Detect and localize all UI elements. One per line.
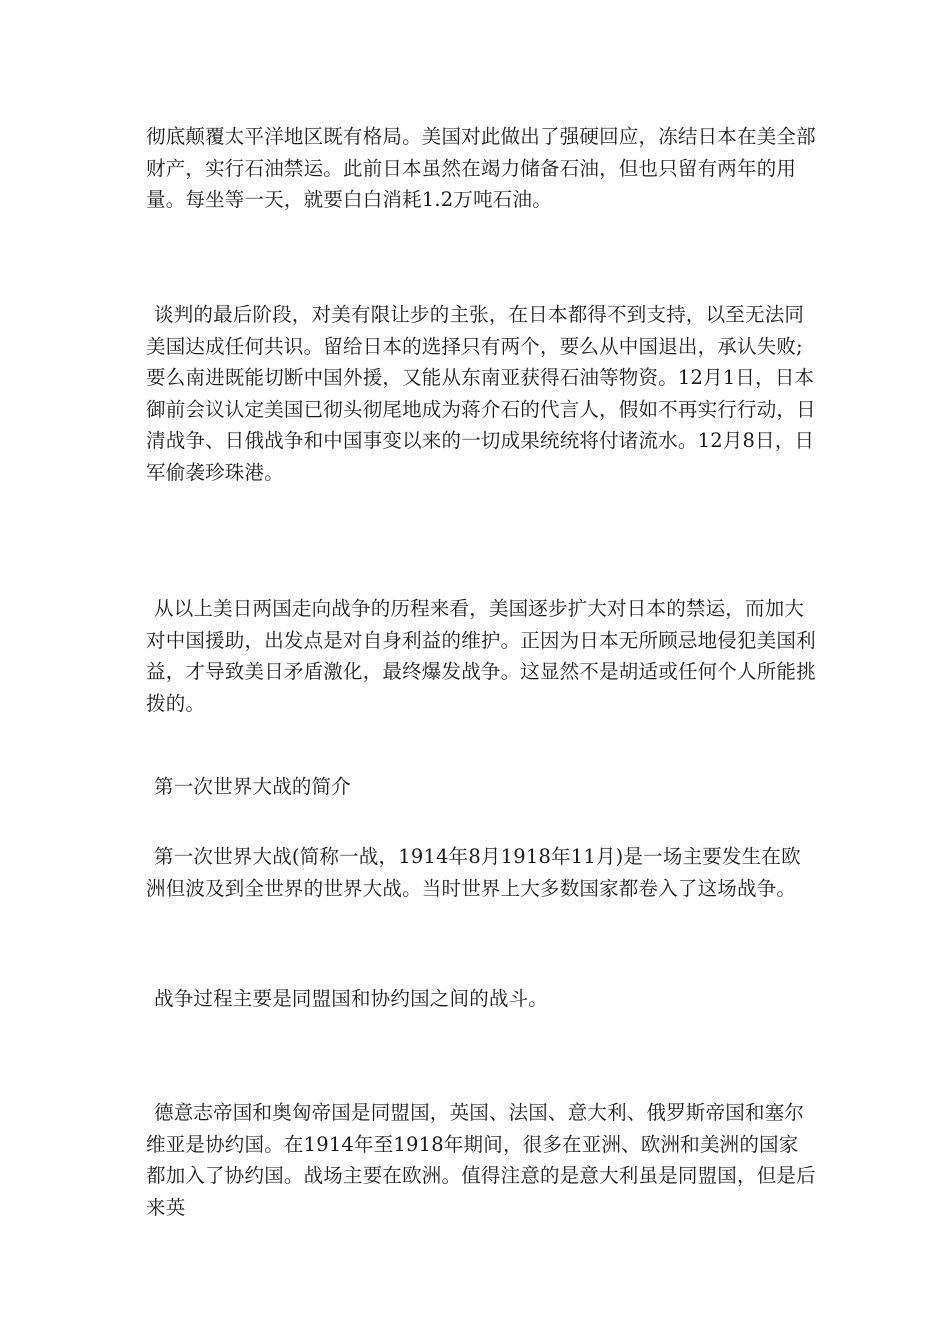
paragraph-negotiation: 谈判的最后阶段，对美有限让步的主张，在日本都得不到支持，以至无法同美国达成任何共识。留给日本的选择只有两个，要么从中国退出，承认失败;要么南进既能切断中国外援，又能从东南亚获得石油等物资。12月1日，日本御前会议认定美国已彻头彻尾地成为蒋介石的代言人，假如不再实行行动，日清战争、日俄战争和中国事变以来的一切成果统统将付诸流水。12月8日，日军偷袭珍珠港。 bbox=[146, 303, 816, 484]
paragraph-wwi-sides: 战争过程主要是同盟国和协约国之间的战斗。 bbox=[154, 987, 549, 1010]
paragraph-wwi-alliances: 德意志帝国和奥匈帝国是同盟国，英国、法国、意大利、俄罗斯帝国和塞尔维亚是协约国。在1914年至1918年期间，很多在亚洲、欧洲和美洲的国家都加入了协约国。战场主要在欧洲。值得注意的是意大利虽是同盟国，但是后来英 bbox=[146, 1101, 816, 1219]
paragraph-wwi-intro: 第一次世界大战(简称一战，1914年8月1918年11月)是一场主要发生在欧洲但波及到全世界的世界大战。当时世界上大多数国家都卷入了这场战争。 bbox=[146, 845, 801, 900]
paragraph-conclusion: 从以上美日两国走向战争的历程来看，美国逐步扩大对日本的禁运，而加大对中国援助，出发点是对自身利益的维护。正因为日本无所顾忌地侵犯美国利益，才导致美日矛盾激化，最终爆发战争。这显然不是胡适或任何个人所能挑拨的。 bbox=[146, 597, 816, 715]
paragraph-embargo: 彻底颠覆太平洋地区既有格局。美国对此做出了强硬回应，冻结日本在美全部财产，实行石油禁运。此前日本虽然在竭力储备石油，但也只留有两年的用量。每坐等一天，就要白白消耗1.2万吨石油。 bbox=[146, 125, 816, 211]
section-heading-wwi: 第一次世界大战的简介 bbox=[154, 775, 352, 798]
